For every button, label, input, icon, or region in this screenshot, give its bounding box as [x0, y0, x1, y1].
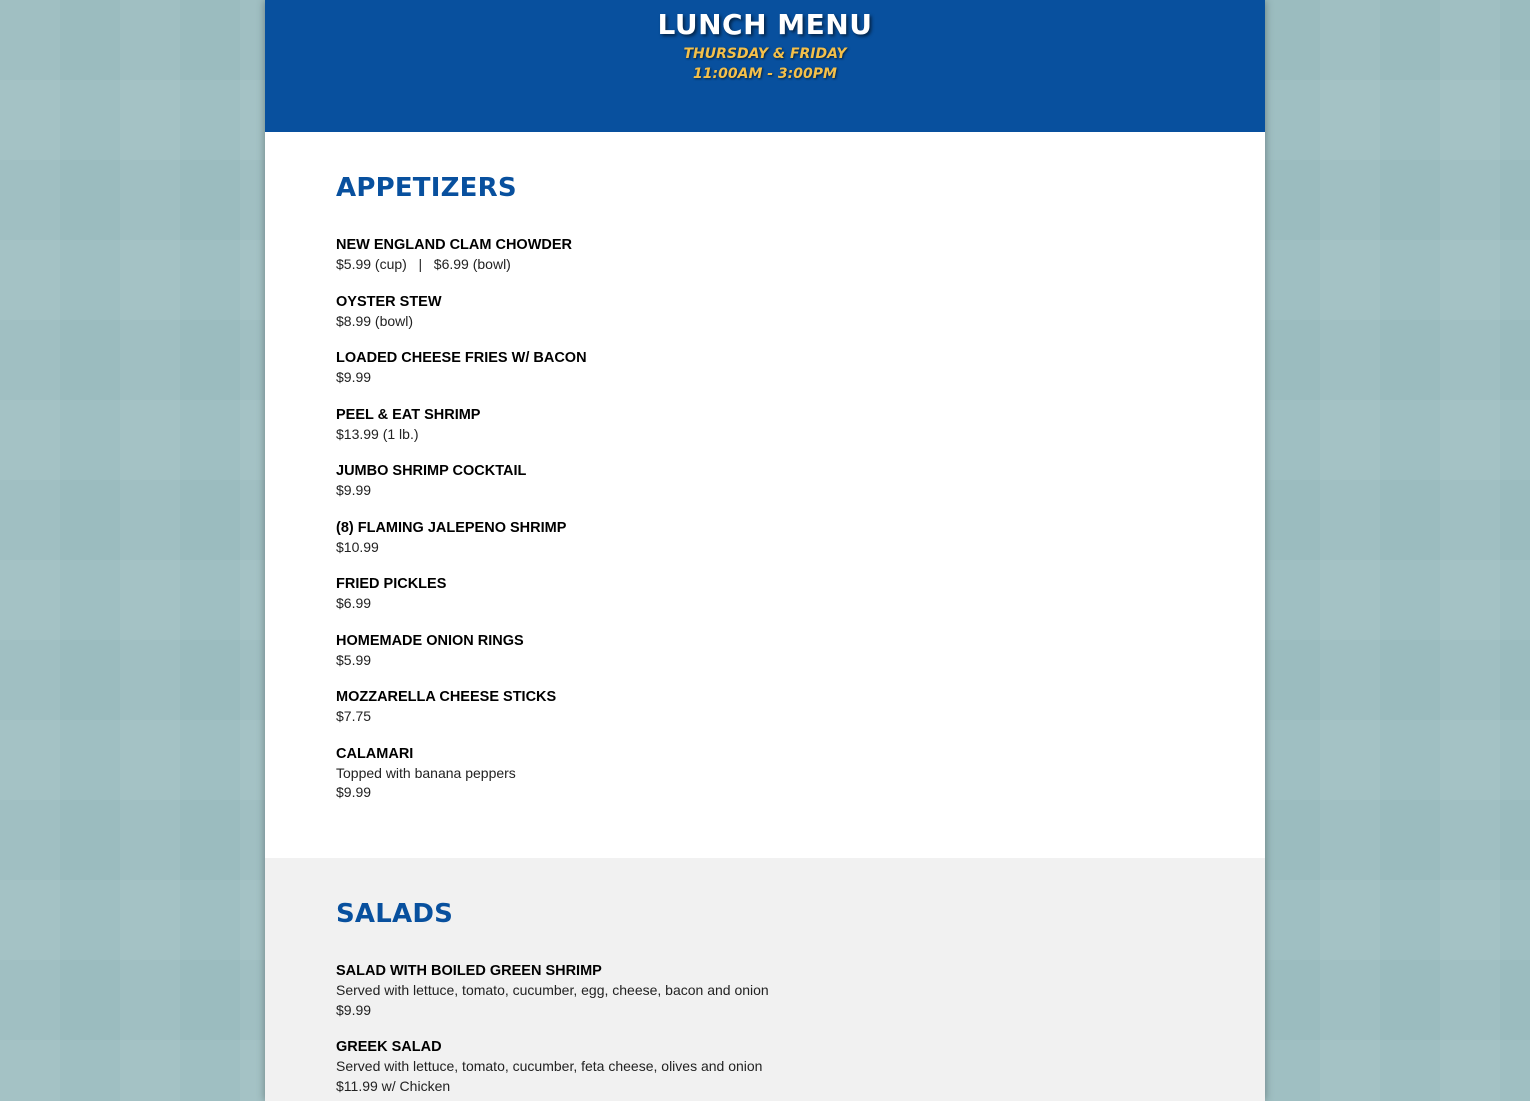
menu-item [336, 745, 1136, 803]
item-price: $5.99 (cup) | $6.99 (bowl) [336, 256, 511, 272]
item-price: $9.99 [336, 369, 372, 385]
appetizers-section [265, 132, 1265, 858]
item-name: MOZZARELLA CHEESE STICKS [336, 689, 557, 705]
salads-section [265, 858, 1265, 1101]
menu-page [265, 0, 1265, 1101]
item-name: OYSTER STEW [336, 293, 442, 310]
page-title: LUNCH MENU [657, 8, 873, 41]
item-price: $13.99 (1 lb.) [336, 425, 419, 442]
item-price: $9.99 [336, 784, 372, 800]
item-name: NEW ENGLAND CLAM CHOWDER [336, 237, 573, 253]
item-name: GREEK SALAD [336, 1039, 442, 1055]
menu-item [336, 688, 1136, 727]
item-name: LOADED CHEESE FRIES W/ BACON [336, 350, 587, 366]
item-price: $9.99 [336, 482, 372, 498]
menu-item [336, 632, 1136, 671]
item-description: Topped with banana peppers [336, 764, 516, 781]
menu-item [336, 575, 1136, 614]
menu-item [336, 406, 1136, 445]
item-price: $6.99 [336, 595, 372, 611]
item-description: Served with lettuce, tomato, cucumber, egg, cheese, bacon and onion [336, 982, 769, 998]
item-name: CALAMARI [336, 745, 414, 762]
item-price: $11.99 w/ Chicken [336, 1077, 451, 1094]
item-name: FRIED PICKLES [336, 576, 447, 592]
menu-item [336, 1038, 1136, 1096]
salads-list [336, 962, 1136, 1101]
menu-header [265, 0, 1265, 132]
section-title-appetizers: APPETIZERS [336, 173, 517, 203]
item-name: SALAD WITH BOILED GREEN SHRIMP [336, 963, 602, 979]
menu-item [336, 519, 1136, 558]
item-price: $9.99 [336, 1001, 372, 1018]
item-price: $8.99 (bowl) [336, 312, 414, 329]
section-title-salads: SALADS [336, 899, 454, 929]
menu-item [336, 462, 1136, 501]
appetizers-list [336, 236, 1136, 821]
menu-item [336, 293, 1136, 332]
item-name: (8) FLAMING JALEPENO SHRIMP [336, 519, 567, 536]
item-price: $10.99 [336, 538, 379, 555]
menu-item [336, 962, 1136, 1020]
item-description: Served with lettuce, tomato, cucumber, feta cheese, olives and onion [336, 1058, 763, 1074]
item-price: $5.99 [336, 651, 372, 668]
service-hours: 11:00AM - 3:00PM [693, 66, 837, 82]
item-name: JUMBO SHRIMP COCKTAIL [336, 463, 527, 479]
item-price: $7.75 [336, 708, 372, 724]
service-days: THURSDAY & FRIDAY [683, 46, 847, 62]
menu-item [336, 236, 1136, 275]
menu-item [336, 349, 1136, 388]
item-name: PEEL & EAT SHRIMP [336, 406, 481, 423]
item-name: HOMEMADE ONION RINGS [336, 632, 524, 649]
